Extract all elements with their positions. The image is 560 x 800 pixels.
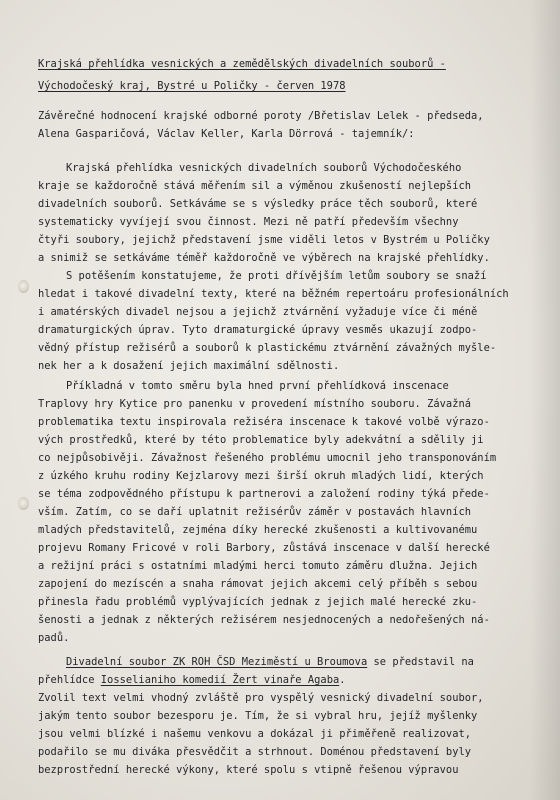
paragraph-1-line: a snimiž se setkáváme téměř každoročně ve výběrech na krajské přehlídky. <box>38 252 490 264</box>
paragraph-2-line: i amatérských divadel nejsou a jejichž ztvárnění vyžaduje více či méně <box>38 306 478 318</box>
ensemble-name: Divadelní soubor ZK ROH ČSD Meziměstí u Broumova <box>66 656 368 668</box>
play-title: Iosselianiho komedií Žert vinaře Agaba <box>100 674 340 686</box>
paragraph-3-line: mladých představitelů, zejména díky herecké zkušenosti a kultivovanému <box>38 524 478 536</box>
paragraph-1-line: kraje se každoročně stává měřením sil a výměnou zkušeností nejlepších <box>38 180 472 192</box>
paragraph-3-line: problematika textu inspirovala režiséra inscenace k takové volbě výrazo- <box>38 416 490 428</box>
paragraph-2-line: nek her a k dosažení jejich maximální sdělnosti. <box>38 360 340 372</box>
paragraph-3-line: vých prostředků, které by této problematice byly adekvátní a sdělily ji <box>38 434 484 446</box>
paragraph-3-line: a režijní práci s ostatními mladými herci tomuto záměru dlužna. Jejich <box>38 560 478 572</box>
paragraph-2-line: S potěšením konstatujeme, že proti dřívějším letům soubory se snaží <box>66 270 487 282</box>
paragraph-3-line: šenosti a jednak z některých režisérem nesjednocených a nedořešených ná- <box>38 614 490 626</box>
title-line-1: Krajská přehlídka vesnických a zemědělských divadelních souborů - <box>38 58 446 70</box>
paragraph-4-line-1 <box>66 656 474 669</box>
paragraph-1-line: Krajská přehlídka vesnických divadelních souborů Východočeského <box>66 162 462 174</box>
paragraph-4-line: podařilo se mu diváka přesvědčit a strhnout. Doménou představení byly <box>38 746 472 758</box>
paragraph-3-line: zapojení do mezíscén a snaha rámovat jejich akcemi celý příběh s sebou <box>38 578 478 590</box>
paragraph-1-line: divadelních souborů. Setkáváme se s výsledky práce těch souborů, které <box>38 198 478 210</box>
paragraph-4-line: jakým tento soubor bezesporu je. Tím, že si vybral hru, jejíž myšlenky <box>38 710 478 722</box>
paragraph-3-line: co nejpůsobivěji. Závažnost řešeného problému umocnil jeho transponováním <box>38 452 497 464</box>
paragraph-3-line: Traplovy hry Kytice pro panenku v provedení místního souboru. Závažná <box>38 398 472 410</box>
paragraph-3-line: Příkladná v tomto směru byla hned první přehlídková inscenace <box>66 380 449 392</box>
intro-line-1: Závěrečné hodnocení krajské odborné poroty /Břetislav Lelek - předseda, <box>38 110 484 122</box>
punch-hole-lower <box>18 497 29 510</box>
intro-line-2: Alena Gasparičová, Václav Keller, Karla Dörrová - tajemník/: <box>38 128 415 140</box>
paragraph-3-line: z úzkého kruhu rodiny Kejzlarovy mezi širší okruh mladých lidí, kterých <box>38 470 484 482</box>
paragraph-4-line-1-rest: se představil na <box>367 656 474 668</box>
paragraph-4-line-2-suffix: . <box>339 674 346 686</box>
paragraph-3-line: padů. <box>38 632 70 644</box>
paragraph-2-line: hledat i takové divadelní texty, které na běžném repertoáru profesionálních <box>38 288 509 300</box>
paragraph-4-line-2 <box>38 674 346 687</box>
paragraph-3-line: projevu Romany Fricové v roli Barbory, zůstává inscenace v další herecké <box>38 542 490 554</box>
page-edge-shadow <box>530 0 560 800</box>
paragraph-3-line: vším. Zatím, co se daří uplatnit režisérův záměr v postavách hlavních <box>38 506 472 518</box>
paragraph-1-line: čtyři soubory, jejichž představení jsme viděli letos v Bystrém u Poličky <box>38 234 490 246</box>
paragraph-4-line-2-prefix: přehlídce <box>38 674 101 686</box>
paragraph-3-line: se téma zodpovědného přístupu k partnerovi a založení rodiny týká přede- <box>38 488 490 500</box>
title-line-2: Východočeský kraj, Bystré u Poličky - červen 1978 <box>38 80 346 92</box>
paragraph-4-line: bezprostřední herecké výkony, které spolu s vtipně řešenou výpravou <box>38 764 459 776</box>
paragraph-3-line: přinesla řadu problémů vyplývajících jednak z jejich malé herecké zku- <box>38 596 478 608</box>
paragraph-4-line: jsou velmi blízké i našemu venkovu a dokázal ji přiměřeně realizovat, <box>38 728 472 740</box>
paragraph-4-line: Zvolil text velmi vhodný zvláště pro vyspělý vesnický divadelní soubor, <box>38 692 484 704</box>
punch-hole-upper <box>18 280 29 293</box>
paragraph-1-line: systematicky vyvíjejí svou činnost. Mezi ně patří především všechny <box>38 216 459 228</box>
paragraph-2-line: dramaturgických úprav. Tyto dramaturgické úpravy vesměs ukazují zodpo- <box>38 324 478 336</box>
paragraph-2-line: vědný přístup režisérů a souborů k plastickému ztvárnění závažných myšle- <box>38 342 497 354</box>
